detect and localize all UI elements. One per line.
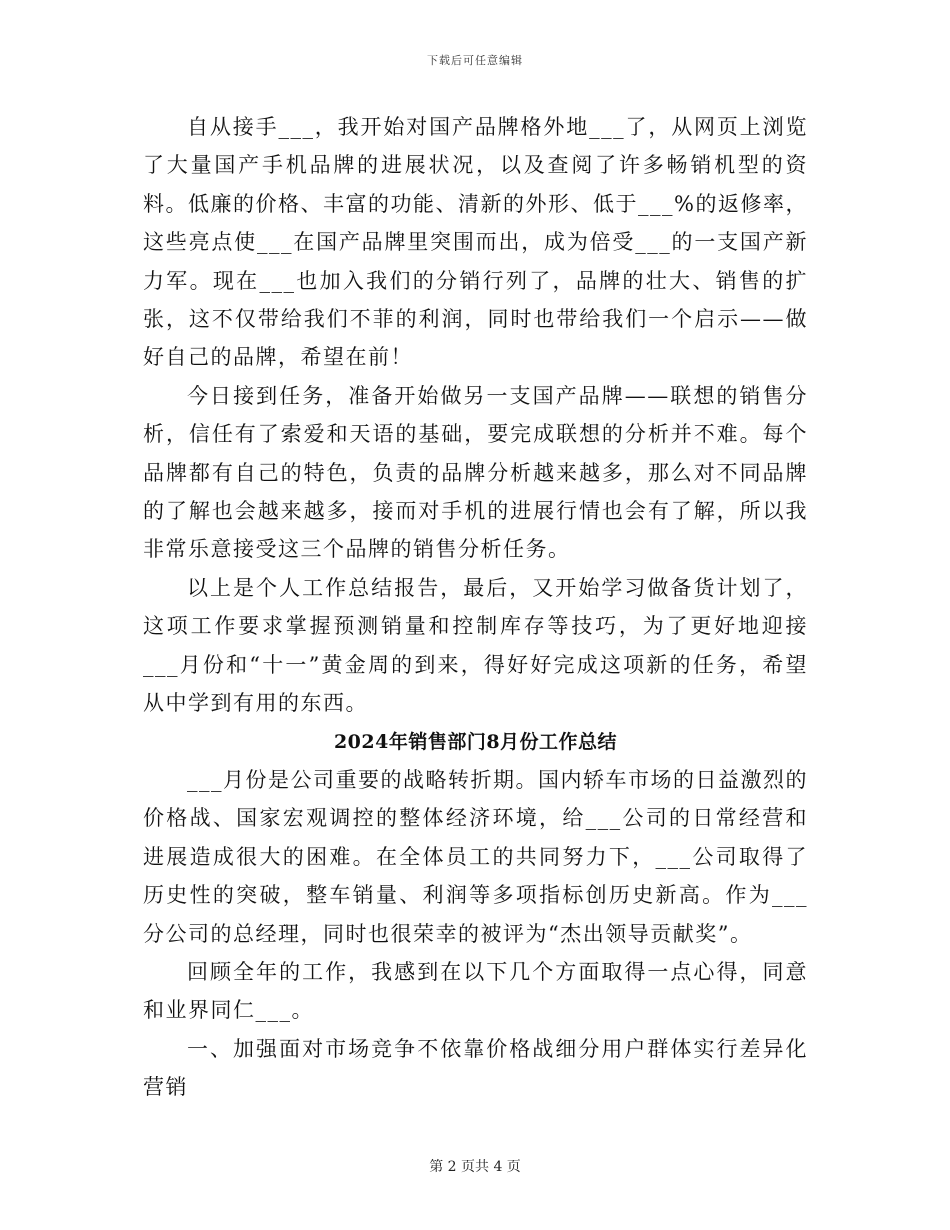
paragraph: 回顾全年的工作，我感到在以下几个方面取得一点心得，同意和业界同仁___。 — [143, 959, 808, 1023]
paragraph: 一、加强面对市场竞争不依靠价格战细分用户群体实行差异化营销 — [143, 1036, 808, 1100]
section-title: 2024年销售部门8月份工作总结 — [333, 730, 618, 753]
paragraph: 以上是个人工作总结报告，最后，又开始学习做备货计划了，这项工作要求掌握预测销量和控制库存等技巧，为了更好地迎接___月份和“十一”黄金周的到来，得好好完成这项新的任务，希望从中学到有用的东西。 — [143, 575, 808, 716]
page-header: 下载后可任意编辑 — [427, 54, 523, 67]
page-number: 第 2 页共 4 页 — [429, 1159, 521, 1175]
paragraph: 自从接手___，我开始对国产品牌格外地___了，从网页上浏览了大量国产手机品牌的进展状况，以及查阅了许多畅销机型的资料。低廉的价格、丰富的功能、清新的外形、低于___%的返修率，这些亮点使___在国产品牌里突围而出，成为倍受___的一支国产新力军。现在___也加入我们的分销行列了，品牌的壮大、销售的扩张，这不仅带给我们不菲的利润，同时也带给我们一个启示——做好自己的品牌，希望在前！ — [143, 115, 808, 370]
paragraph: 今日接到任务，准备开始做另一支国产品牌——联想的销售分析，信任有了索爱和天语的基础，要完成联想的分析并不难。每个品牌都有自己的特色，负责的品牌分析越来越多，那么对不同品牌的了解也会越来越多，接而对手机的进展行情也会有了解，所以我非常乐意接受这三个品牌的销售分析任务。 — [143, 383, 808, 562]
paragraph: ___月份是公司重要的战略转折期。国内轿车市场的日益激烈的价格战、国家宏观调控的整体经济环境，给___公司的日常经营和进展造成很大的困难。在全体员工的共同努力下，___公司取得了历史性的突破，整车销量、利润等多项指标创历史新高。作为___分公司的总经理，同时也很荣幸的被评为“杰出领导贡献奖”。 — [143, 767, 808, 946]
document-body — [143, 108, 808, 1107]
